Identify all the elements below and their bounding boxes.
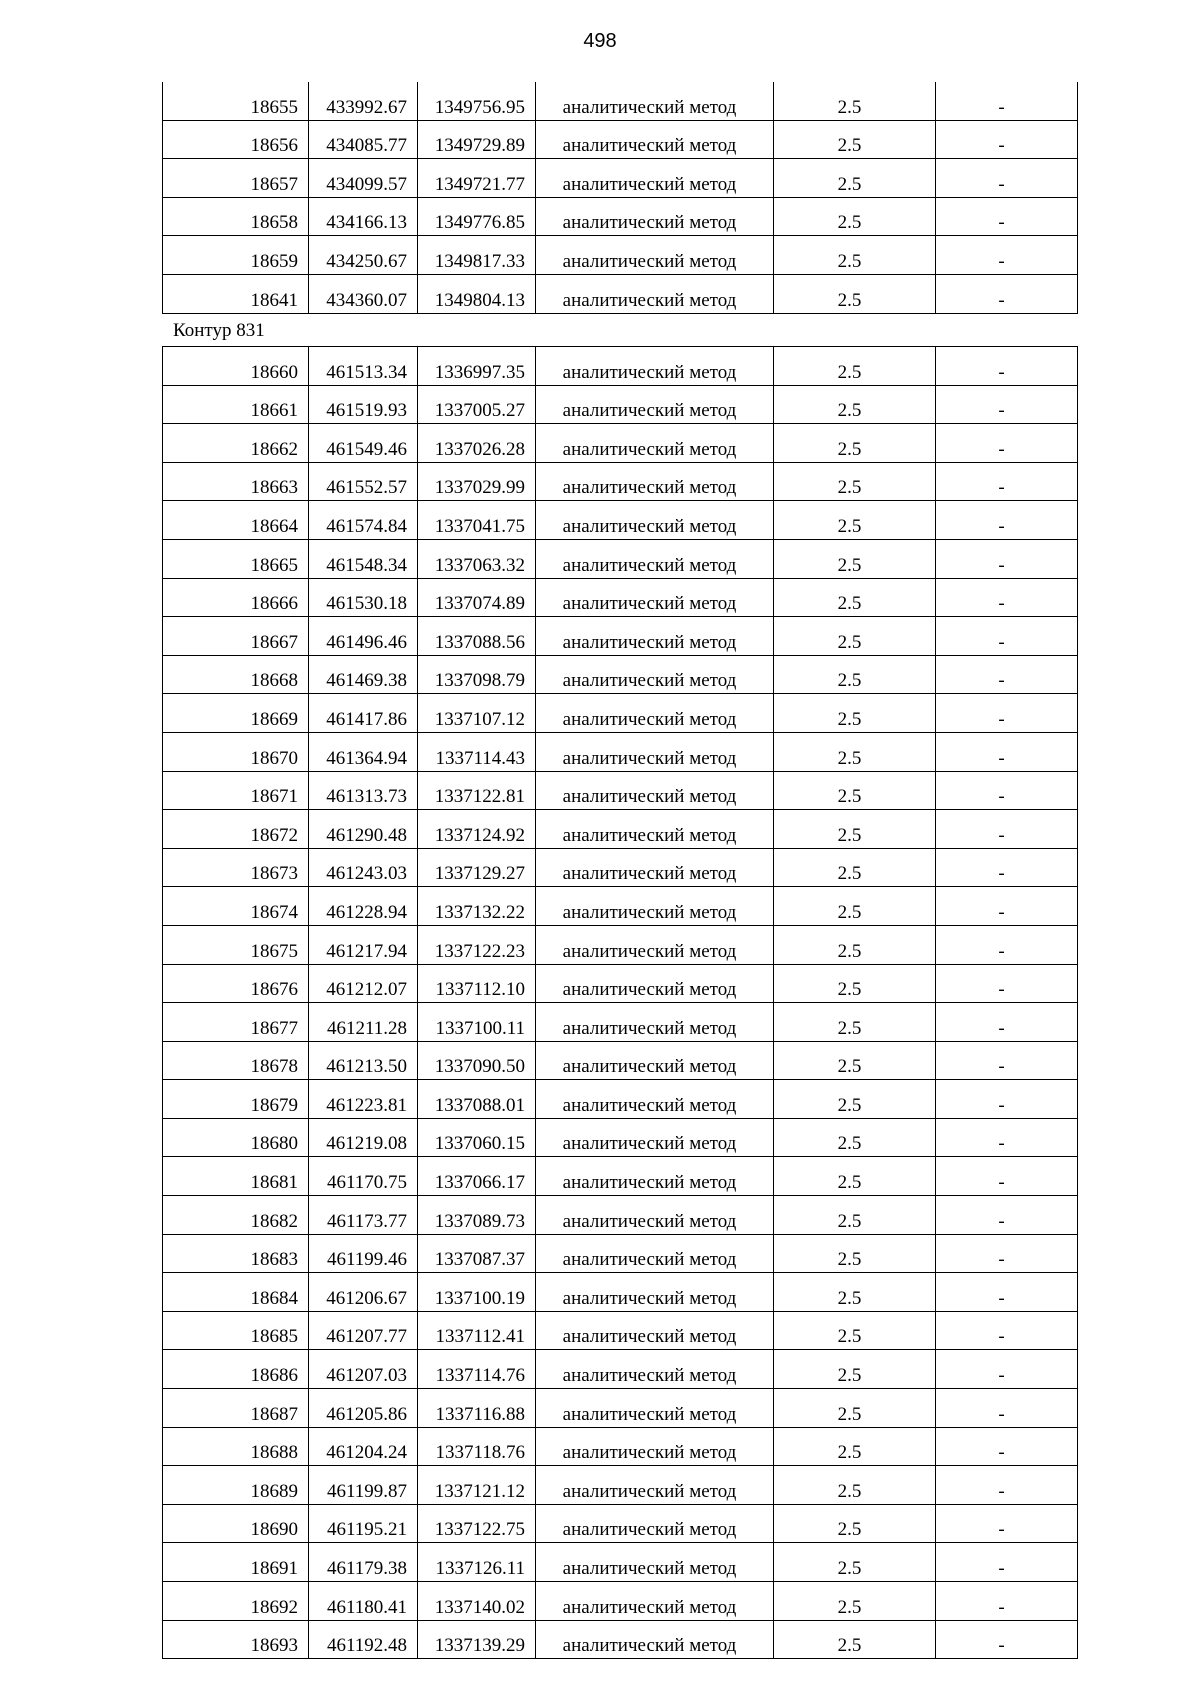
description-cell: -: [936, 120, 1078, 159]
accuracy-cell: 2.5: [774, 1350, 936, 1389]
accuracy-cell: 2.5: [774, 617, 936, 656]
table-row: [163, 1234, 1078, 1273]
y-coordinate-cell: 1337005.27: [418, 385, 536, 424]
point-number-cell: 18685: [163, 1311, 309, 1350]
method-cell: аналитический метод: [536, 1504, 774, 1543]
x-coordinate-cell: 434099.57: [309, 159, 418, 198]
point-number-cell: 18678: [163, 1041, 309, 1080]
accuracy-cell: 2.5: [774, 197, 936, 236]
method-cell: аналитический метод: [536, 1080, 774, 1119]
description-cell: -: [936, 887, 1078, 926]
method-cell: аналитический метод: [536, 197, 774, 236]
y-coordinate-cell: 1337060.15: [418, 1118, 536, 1157]
point-number-cell: 18666: [163, 578, 309, 617]
method-cell: аналитический метод: [536, 732, 774, 771]
method-cell: аналитический метод: [536, 274, 774, 313]
method-cell: аналитический метод: [536, 539, 774, 578]
y-coordinate-cell: 1337098.79: [418, 655, 536, 694]
description-cell: -: [936, 385, 1078, 424]
accuracy-cell: 2.5: [774, 424, 936, 463]
table-row: [163, 385, 1078, 424]
description-cell: -: [936, 1003, 1078, 1042]
accuracy-cell: 2.5: [774, 1466, 936, 1505]
y-coordinate-cell: 1337122.23: [418, 925, 536, 964]
description-cell: -: [936, 1620, 1078, 1659]
point-number-cell: 18675: [163, 925, 309, 964]
method-cell: аналитический метод: [536, 347, 774, 386]
y-coordinate-cell: 1337029.99: [418, 462, 536, 501]
description-cell: -: [936, 1582, 1078, 1621]
page-number: 498: [583, 30, 617, 52]
description-cell: -: [936, 617, 1078, 656]
method-cell: аналитический метод: [536, 1003, 774, 1042]
method-cell: аналитический метод: [536, 617, 774, 656]
x-coordinate-cell: 461574.84: [309, 501, 418, 540]
point-number-cell: 18663: [163, 462, 309, 501]
x-coordinate-cell: 461206.67: [309, 1273, 418, 1312]
y-coordinate-cell: 1337090.50: [418, 1041, 536, 1080]
point-number-cell: 18689: [163, 1466, 309, 1505]
accuracy-cell: 2.5: [774, 1080, 936, 1119]
x-coordinate-cell: 461192.48: [309, 1620, 418, 1659]
table-row: [163, 1041, 1078, 1080]
description-cell: -: [936, 732, 1078, 771]
table-row: [163, 462, 1078, 501]
x-coordinate-cell: 461180.41: [309, 1582, 418, 1621]
description-cell: -: [936, 1543, 1078, 1582]
description-cell: -: [936, 655, 1078, 694]
table-row: [163, 197, 1078, 236]
x-coordinate-cell: 461170.75: [309, 1157, 418, 1196]
table-row: [163, 236, 1078, 275]
y-coordinate-cell: 1337088.01: [418, 1080, 536, 1119]
coordinates-table-continued: [162, 82, 1078, 314]
method-cell: аналитический метод: [536, 1466, 774, 1505]
accuracy-cell: 2.5: [774, 771, 936, 810]
x-coordinate-cell: 461513.34: [309, 347, 418, 386]
point-number-cell: 18669: [163, 694, 309, 733]
description-cell: -: [936, 1350, 1078, 1389]
x-coordinate-cell: 461207.77: [309, 1311, 418, 1350]
y-coordinate-cell: 1337100.11: [418, 1003, 536, 1042]
point-number-cell: 18677: [163, 1003, 309, 1042]
point-number-cell: 18664: [163, 501, 309, 540]
x-coordinate-cell: 461313.73: [309, 771, 418, 810]
point-number-cell: 18690: [163, 1504, 309, 1543]
description-cell: -: [936, 159, 1078, 198]
method-cell: аналитический метод: [536, 578, 774, 617]
point-number-cell: 18662: [163, 424, 309, 463]
x-coordinate-cell: 434360.07: [309, 274, 418, 313]
y-coordinate-cell: 1337122.75: [418, 1504, 536, 1543]
table-row: [163, 1273, 1078, 1312]
table-row: [163, 274, 1078, 313]
x-coordinate-cell: 461530.18: [309, 578, 418, 617]
x-coordinate-cell: 461212.07: [309, 964, 418, 1003]
x-coordinate-cell: 434085.77: [309, 120, 418, 159]
description-cell: -: [936, 810, 1078, 849]
y-coordinate-cell: 1349776.85: [418, 197, 536, 236]
y-coordinate-cell: 1337129.27: [418, 848, 536, 887]
y-coordinate-cell: 1337112.10: [418, 964, 536, 1003]
point-number-cell: 18667: [163, 617, 309, 656]
coordinates-table-contour-831: [162, 346, 1078, 1659]
method-cell: аналитический метод: [536, 462, 774, 501]
point-number-cell: 18658: [163, 197, 309, 236]
table-row: [163, 848, 1078, 887]
x-coordinate-cell: 461549.46: [309, 424, 418, 463]
x-coordinate-cell: 461548.34: [309, 539, 418, 578]
x-coordinate-cell: 461469.38: [309, 655, 418, 694]
point-number-cell: 18682: [163, 1196, 309, 1235]
accuracy-cell: 2.5: [774, 1196, 936, 1235]
description-cell: -: [936, 1234, 1078, 1273]
x-coordinate-cell: 433992.67: [309, 82, 418, 120]
description-cell: -: [936, 236, 1078, 275]
table-row: [163, 1543, 1078, 1582]
description-cell: -: [936, 848, 1078, 887]
method-cell: аналитический метод: [536, 1273, 774, 1312]
point-number-cell: 18657: [163, 159, 309, 198]
table-row: [163, 887, 1078, 926]
x-coordinate-cell: 461217.94: [309, 925, 418, 964]
table-row: [163, 1582, 1078, 1621]
table-row: [163, 120, 1078, 159]
description-cell: -: [936, 82, 1078, 120]
accuracy-cell: 2.5: [774, 82, 936, 120]
method-cell: аналитический метод: [536, 848, 774, 887]
method-cell: аналитический метод: [536, 385, 774, 424]
accuracy-cell: 2.5: [774, 462, 936, 501]
accuracy-cell: 2.5: [774, 578, 936, 617]
accuracy-cell: 2.5: [774, 1273, 936, 1312]
point-number-cell: 18656: [163, 120, 309, 159]
method-cell: аналитический метод: [536, 1157, 774, 1196]
accuracy-cell: 2.5: [774, 887, 936, 926]
table-row: [163, 501, 1078, 540]
x-coordinate-cell: 461213.50: [309, 1041, 418, 1080]
point-number-cell: 18691: [163, 1543, 309, 1582]
accuracy-cell: 2.5: [774, 925, 936, 964]
point-number-cell: 18676: [163, 964, 309, 1003]
y-coordinate-cell: 1349721.77: [418, 159, 536, 198]
y-coordinate-cell: 1337066.17: [418, 1157, 536, 1196]
y-coordinate-cell: 1337126.11: [418, 1543, 536, 1582]
method-cell: аналитический метод: [536, 159, 774, 198]
accuracy-cell: 2.5: [774, 1041, 936, 1080]
y-coordinate-cell: 1337139.29: [418, 1620, 536, 1659]
x-coordinate-cell: 461179.38: [309, 1543, 418, 1582]
description-cell: -: [936, 1311, 1078, 1350]
accuracy-cell: 2.5: [774, 1118, 936, 1157]
point-number-cell: 18661: [163, 385, 309, 424]
accuracy-cell: 2.5: [774, 385, 936, 424]
table-row: [163, 1311, 1078, 1350]
point-number-cell: 18659: [163, 236, 309, 275]
point-number-cell: 18692: [163, 1582, 309, 1621]
method-cell: аналитический метод: [536, 424, 774, 463]
y-coordinate-cell: 1337063.32: [418, 539, 536, 578]
description-cell: -: [936, 1273, 1078, 1312]
x-coordinate-cell: 461243.03: [309, 848, 418, 887]
point-number-cell: 18679: [163, 1080, 309, 1119]
x-coordinate-cell: 461552.57: [309, 462, 418, 501]
method-cell: аналитический метод: [536, 810, 774, 849]
accuracy-cell: 2.5: [774, 159, 936, 198]
table-row: [163, 1466, 1078, 1505]
point-number-cell: 18693: [163, 1620, 309, 1659]
accuracy-cell: 2.5: [774, 732, 936, 771]
method-cell: аналитический метод: [536, 82, 774, 120]
method-cell: аналитический метод: [536, 694, 774, 733]
y-coordinate-cell: 1349756.95: [418, 82, 536, 120]
accuracy-cell: 2.5: [774, 1157, 936, 1196]
table-row: [163, 771, 1078, 810]
accuracy-cell: 2.5: [774, 347, 936, 386]
x-coordinate-cell: 461205.86: [309, 1389, 418, 1428]
table-row: [163, 617, 1078, 656]
table-row: [163, 1350, 1078, 1389]
y-coordinate-cell: 1337112.41: [418, 1311, 536, 1350]
x-coordinate-cell: 461417.86: [309, 694, 418, 733]
table-row: [163, 159, 1078, 198]
y-coordinate-cell: 1337089.73: [418, 1196, 536, 1235]
method-cell: аналитический метод: [536, 1311, 774, 1350]
x-coordinate-cell: 461199.46: [309, 1234, 418, 1273]
table-row: [163, 424, 1078, 463]
y-coordinate-cell: 1337121.12: [418, 1466, 536, 1505]
method-cell: аналитический метод: [536, 1350, 774, 1389]
accuracy-cell: 2.5: [774, 120, 936, 159]
y-coordinate-cell: 1349804.13: [418, 274, 536, 313]
method-cell: аналитический метод: [536, 887, 774, 926]
description-cell: -: [936, 1041, 1078, 1080]
coordinates-table-body: [163, 82, 1078, 313]
y-coordinate-cell: 1337087.37: [418, 1234, 536, 1273]
table-row: [163, 1196, 1078, 1235]
x-coordinate-cell: 461364.94: [309, 732, 418, 771]
point-number-cell: 18687: [163, 1389, 309, 1428]
description-cell: -: [936, 964, 1078, 1003]
description-cell: -: [936, 694, 1078, 733]
point-number-cell: 18680: [163, 1118, 309, 1157]
y-coordinate-cell: 1337114.76: [418, 1350, 536, 1389]
table-row: [163, 82, 1078, 120]
point-number-cell: 18681: [163, 1157, 309, 1196]
accuracy-cell: 2.5: [774, 655, 936, 694]
table-row: [163, 1504, 1078, 1543]
description-cell: -: [936, 1118, 1078, 1157]
method-cell: аналитический метод: [536, 771, 774, 810]
accuracy-cell: 2.5: [774, 1504, 936, 1543]
table-row: [163, 732, 1078, 771]
y-coordinate-cell: 1337124.92: [418, 810, 536, 849]
method-cell: аналитический метод: [536, 1118, 774, 1157]
x-coordinate-cell: 434250.67: [309, 236, 418, 275]
description-cell: -: [936, 501, 1078, 540]
accuracy-cell: 2.5: [774, 539, 936, 578]
x-coordinate-cell: 461195.21: [309, 1504, 418, 1543]
y-coordinate-cell: 1337118.76: [418, 1427, 536, 1466]
table-row: [163, 810, 1078, 849]
table-row: [163, 925, 1078, 964]
description-cell: -: [936, 197, 1078, 236]
point-number-cell: 18673: [163, 848, 309, 887]
point-number-cell: 18674: [163, 887, 309, 926]
y-coordinate-cell: 1337074.89: [418, 578, 536, 617]
y-coordinate-cell: 1349729.89: [418, 120, 536, 159]
description-cell: -: [936, 462, 1078, 501]
accuracy-cell: 2.5: [774, 694, 936, 733]
y-coordinate-cell: 1337140.02: [418, 1582, 536, 1621]
description-cell: -: [936, 1504, 1078, 1543]
x-coordinate-cell: 461173.77: [309, 1196, 418, 1235]
table-row: [163, 964, 1078, 1003]
description-cell: -: [936, 1427, 1078, 1466]
y-coordinate-cell: 1337122.81: [418, 771, 536, 810]
accuracy-cell: 2.5: [774, 848, 936, 887]
table-row: [163, 1157, 1078, 1196]
description-cell: -: [936, 925, 1078, 964]
description-cell: -: [936, 578, 1078, 617]
x-coordinate-cell: 434166.13: [309, 197, 418, 236]
method-cell: аналитический метод: [536, 1041, 774, 1080]
accuracy-cell: 2.5: [774, 1582, 936, 1621]
y-coordinate-cell: 1337041.75: [418, 501, 536, 540]
y-coordinate-cell: 1337107.12: [418, 694, 536, 733]
accuracy-cell: 2.5: [774, 1234, 936, 1273]
table-row: [163, 1118, 1078, 1157]
method-cell: аналитический метод: [536, 1389, 774, 1428]
point-number-cell: 18660: [163, 347, 309, 386]
accuracy-cell: 2.5: [774, 810, 936, 849]
method-cell: аналитический метод: [536, 120, 774, 159]
description-cell: -: [936, 1466, 1078, 1505]
table-row: [163, 539, 1078, 578]
point-number-cell: 18668: [163, 655, 309, 694]
point-number-cell: 18641: [163, 274, 309, 313]
y-coordinate-cell: 1349817.33: [418, 236, 536, 275]
point-number-cell: 18670: [163, 732, 309, 771]
table-row: [163, 655, 1078, 694]
accuracy-cell: 2.5: [774, 1311, 936, 1350]
accuracy-cell: 2.5: [774, 1003, 936, 1042]
table-row: [163, 1620, 1078, 1659]
accuracy-cell: 2.5: [774, 236, 936, 275]
description-cell: -: [936, 347, 1078, 386]
description-cell: -: [936, 424, 1078, 463]
y-coordinate-cell: 1337026.28: [418, 424, 536, 463]
accuracy-cell: 2.5: [774, 1427, 936, 1466]
description-cell: -: [936, 1389, 1078, 1428]
point-number-cell: 18688: [163, 1427, 309, 1466]
description-cell: -: [936, 1080, 1078, 1119]
point-number-cell: 18671: [163, 771, 309, 810]
method-cell: аналитический метод: [536, 655, 774, 694]
description-cell: -: [936, 274, 1078, 313]
x-coordinate-cell: 461207.03: [309, 1350, 418, 1389]
accuracy-cell: 2.5: [774, 1389, 936, 1428]
x-coordinate-cell: 461211.28: [309, 1003, 418, 1042]
table-row: [163, 1003, 1078, 1042]
x-coordinate-cell: 461519.93: [309, 385, 418, 424]
description-cell: -: [936, 1157, 1078, 1196]
y-coordinate-cell: 1337132.22: [418, 887, 536, 926]
accuracy-cell: 2.5: [774, 964, 936, 1003]
y-coordinate-cell: 1337100.19: [418, 1273, 536, 1312]
method-cell: аналитический метод: [536, 964, 774, 1003]
method-cell: аналитический метод: [536, 236, 774, 275]
table-row: [163, 347, 1078, 386]
table-row: [163, 1389, 1078, 1428]
accuracy-cell: 2.5: [774, 501, 936, 540]
accuracy-cell: 2.5: [774, 1620, 936, 1659]
point-number-cell: 18665: [163, 539, 309, 578]
point-number-cell: 18686: [163, 1350, 309, 1389]
x-coordinate-cell: 461204.24: [309, 1427, 418, 1466]
y-coordinate-cell: 1337088.56: [418, 617, 536, 656]
method-cell: аналитический метод: [536, 501, 774, 540]
table-row: [163, 578, 1078, 617]
description-cell: -: [936, 1196, 1078, 1235]
description-cell: -: [936, 539, 1078, 578]
table-row: [163, 694, 1078, 733]
point-number-cell: 18655: [163, 82, 309, 120]
method-cell: аналитический метод: [536, 1234, 774, 1273]
point-number-cell: 18672: [163, 810, 309, 849]
y-coordinate-cell: 1337116.88: [418, 1389, 536, 1428]
x-coordinate-cell: 461228.94: [309, 887, 418, 926]
method-cell: аналитический метод: [536, 925, 774, 964]
description-cell: -: [936, 771, 1078, 810]
x-coordinate-cell: 461223.81: [309, 1080, 418, 1119]
method-cell: аналитический метод: [536, 1543, 774, 1582]
method-cell: аналитический метод: [536, 1582, 774, 1621]
table-row: [163, 1080, 1078, 1119]
accuracy-cell: 2.5: [774, 1543, 936, 1582]
point-number-cell: 18684: [163, 1273, 309, 1312]
method-cell: аналитический метод: [536, 1427, 774, 1466]
point-number-cell: 18683: [163, 1234, 309, 1273]
y-coordinate-cell: 1337114.43: [418, 732, 536, 771]
contour-label: Контур 831: [173, 320, 265, 341]
x-coordinate-cell: 461199.87: [309, 1466, 418, 1505]
table-row: [163, 1427, 1078, 1466]
accuracy-cell: 2.5: [774, 274, 936, 313]
x-coordinate-cell: 461290.48: [309, 810, 418, 849]
y-coordinate-cell: 1336997.35: [418, 347, 536, 386]
method-cell: аналитический метод: [536, 1196, 774, 1235]
x-coordinate-cell: 461496.46: [309, 617, 418, 656]
method-cell: аналитический метод: [536, 1620, 774, 1659]
coordinates-table-body: [163, 347, 1078, 1659]
x-coordinate-cell: 461219.08: [309, 1118, 418, 1157]
